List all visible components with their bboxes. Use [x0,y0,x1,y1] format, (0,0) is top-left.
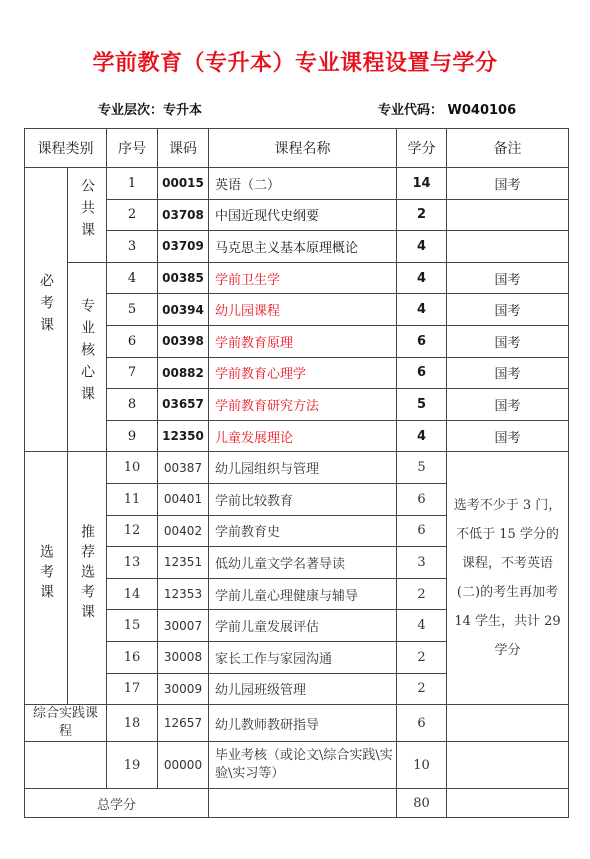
course-code: 30008 [158,641,209,673]
course-credit: 3 [397,547,447,579]
major-code: 专业代码： W040106 [378,103,517,118]
course-credit: 4 [397,262,447,294]
course-code: 00015 [158,168,209,200]
course-code: 00387 [158,452,209,484]
course-note: 国考 [447,420,569,452]
course-credit: 4 [397,231,447,263]
course-name: 家长工作与家园沟通 [209,641,397,673]
total-label: 总学分 [25,789,209,818]
course-number: 10 [107,452,158,484]
course-number: 1 [107,168,158,200]
category-core [68,262,107,452]
course-code: 12350 [158,420,209,452]
course-credit: 4 [397,420,447,452]
course-name: 英语（二） [209,168,397,200]
course-number: 3 [107,231,158,263]
category-core-label: 专业核心课 [79,298,95,409]
course-credit: 6 [397,325,447,357]
course-code: 03709 [158,231,209,263]
header-code: 课码 [158,129,209,168]
course-code: 30009 [158,673,209,705]
course-number: 4 [107,262,158,294]
total-row [25,789,569,818]
course-number: 8 [107,389,158,421]
course-code: 00385 [158,262,209,294]
course-name: 学前儿童心理健康与辅导 [209,578,397,610]
course-code: 00398 [158,325,209,357]
course-code: 00402 [158,515,209,547]
course-note: 国考 [447,389,569,421]
major-level: 专业层次：专升本 [98,103,203,118]
course-credit: 2 [397,578,447,610]
course-credit: 4 [397,610,447,642]
course-credit: 10 [397,742,447,789]
course-number: 12 [107,515,158,547]
course-note: 国考 [447,262,569,294]
table-row [25,168,569,200]
table-row [25,705,569,742]
header-note: 备注 [447,129,569,168]
category-elective [25,452,68,705]
course-note: 国考 [447,294,569,326]
course-number: 17 [107,673,158,705]
course-number: 14 [107,578,158,610]
course-name: 幼儿园课程 [209,294,397,326]
course-name: 儿童发展理论 [209,420,397,452]
empty-total-name [209,789,397,818]
course-name: 学前教育研究方法 [209,389,397,421]
course-code: 00000 [158,742,209,789]
course-code: 12657 [158,705,209,742]
course-name: 幼儿教师教研指导 [209,705,397,742]
category-elective-label: 选考课 [38,544,54,605]
course-name: 学前教育史 [209,515,397,547]
header-number: 序号 [107,129,158,168]
course-credit: 2 [397,199,447,231]
empty-total-note [447,789,569,818]
course-name: 低幼儿童文学名著导读 [209,547,397,579]
course-credit: 6 [397,705,447,742]
table-row [25,262,569,294]
category-public-label: 公共课 [79,177,95,244]
page-title: 学前教育（专升本）专业课程设置与学分 [92,51,498,76]
empty-category [25,742,107,789]
course-number: 6 [107,325,158,357]
course-name: 幼儿园班级管理 [209,673,397,705]
course-credit: 5 [397,389,447,421]
course-credit: 4 [397,294,447,326]
empty-note [447,705,569,742]
course-code: 03657 [158,389,209,421]
course-name: 学前教育心理学 [209,357,397,389]
course-note: 国考 [447,325,569,357]
course-code: 00401 [158,483,209,515]
course-number: 19 [107,742,158,789]
table-row [25,199,569,231]
elective-note: 选考不少于 3 门，不低于 15 学分的课程，不考英语(二)的考生再加考 14 学生，共计 29 学分 [447,452,569,705]
course-note [447,199,569,231]
course-credit: 6 [397,357,447,389]
course-number: 15 [107,610,158,642]
course-credit: 6 [397,515,447,547]
course-code: 12351 [158,547,209,579]
course-code: 30007 [158,610,209,642]
category-public [68,168,107,263]
table-row [25,420,569,452]
category-required [25,168,68,452]
table-row [25,231,569,263]
course-credit: 2 [397,641,447,673]
course-note: 国考 [447,168,569,200]
course-name: 学前儿童发展评估 [209,610,397,642]
table-row [25,325,569,357]
course-number: 9 [107,420,158,452]
table-header-row [25,129,569,168]
course-name: 毕业考核（或论文\综合实践\实验\实习等） [209,742,397,789]
course-name: 幼儿园组织与管理 [209,452,397,484]
course-number: 18 [107,705,158,742]
course-note: 国考 [447,357,569,389]
course-code: 03708 [158,199,209,231]
course-credit: 5 [397,452,447,484]
course-number: 13 [107,547,158,579]
header-course-name: 课程名称 [209,129,397,168]
course-code: 12353 [158,578,209,610]
table-row [25,389,569,421]
course-credit: 14 [397,168,447,200]
course-credit: 6 [397,483,447,515]
course-name: 学前教育原理 [209,325,397,357]
course-table [24,128,569,818]
course-number: 11 [107,483,158,515]
category-required-label: 必考课 [38,272,54,339]
course-name: 马克思主义基本原理概论 [209,231,397,263]
category-recommended-label: 推荐选考课 [79,524,95,625]
course-number: 2 [107,199,158,231]
table-row [25,357,569,389]
table-row [25,742,569,789]
category-practice-label: 综合实践课程 [32,706,98,740]
course-code: 00882 [158,357,209,389]
course-note [447,231,569,263]
category-practice [25,705,107,742]
table-row [25,452,569,484]
header-category: 课程类别 [25,129,107,168]
total-credit: 80 [397,789,447,818]
course-name: 中国近现代史纲要 [209,199,397,231]
course-number: 5 [107,294,158,326]
course-name: 学前比较教育 [209,483,397,515]
course-credit: 2 [397,673,447,705]
empty-note [447,742,569,789]
course-name: 学前卫生学 [209,262,397,294]
header-credit: 学分 [397,129,447,168]
course-number: 7 [107,357,158,389]
course-code: 00394 [158,294,209,326]
course-number: 16 [107,641,158,673]
category-recommended [68,452,107,705]
table-row [25,294,569,326]
